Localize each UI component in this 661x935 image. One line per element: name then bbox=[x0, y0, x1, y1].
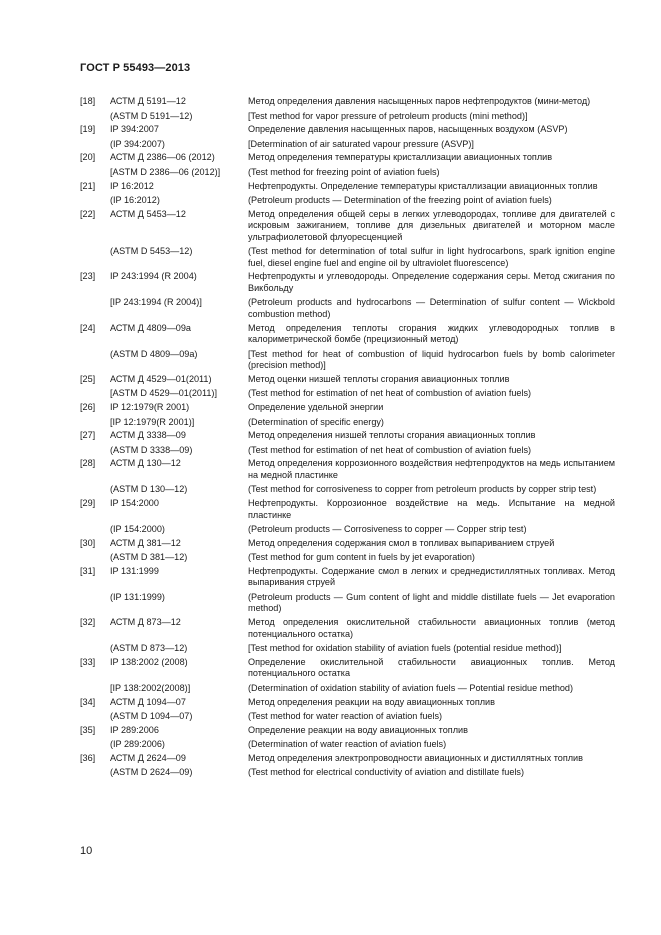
reference-code: АСТМ Д 5191—12 bbox=[110, 96, 186, 106]
reference-code: IP 138:2002 (2008) bbox=[110, 656, 188, 667]
reference-entry bbox=[80, 271, 615, 320]
reference-row-russian bbox=[80, 725, 615, 737]
reference-row-russian bbox=[80, 209, 615, 244]
reference-description: (Test method for freezing point of aviation fuels) bbox=[248, 166, 440, 177]
reference-code: (IP 289:2006) bbox=[110, 739, 165, 750]
reference-row-english bbox=[80, 552, 615, 564]
reference-description: [Test method for oxidation stability of aviation fuels (potential residue method)] bbox=[248, 643, 562, 654]
reference-row-russian bbox=[80, 96, 615, 108]
reference-code: АСТМ Д 4529—01(2011) bbox=[110, 373, 212, 384]
reference-row-english bbox=[80, 139, 615, 151]
reference-row-russian bbox=[80, 498, 615, 521]
reference-description: (Test method for electrical conductivity of aviation and distillate fuels) bbox=[248, 767, 524, 778]
reference-description: Метод определения электропроводности авиационных и дистиллятных топлив bbox=[248, 752, 583, 763]
reference-entry bbox=[80, 430, 615, 456]
reference-code: (ASTM D 5453—12) bbox=[110, 246, 193, 257]
reference-code: [IP 138:2002(2008)] bbox=[110, 682, 191, 693]
reference-description: Определение реакции на воду авиационных топлив bbox=[248, 724, 468, 735]
reference-number: [25] bbox=[80, 373, 96, 384]
reference-description: (Petroleum products and hydrocarbons — Determination of sulfur content — Wickbold combustion method) bbox=[248, 297, 615, 319]
reference-description: Метод определения температуры кристаллизации авиационных топлив bbox=[248, 152, 553, 163]
reference-code: (ASTM D 5191—12) bbox=[110, 110, 193, 121]
reference-description: Определение удельной энергии bbox=[248, 402, 384, 412]
reference-entry bbox=[80, 657, 615, 695]
reference-description: Нефтепродукты. Определение температуры кристаллизации авиационных топлив bbox=[248, 180, 598, 191]
reference-row-russian bbox=[80, 697, 615, 709]
reference-code: (ASTM D 4809—09a) bbox=[110, 348, 198, 359]
reference-row-russian bbox=[80, 617, 615, 640]
reference-code: (IP 16:2012) bbox=[110, 195, 160, 206]
reference-code: IP 154:2000 bbox=[110, 498, 159, 509]
reference-description: Метод определения коррозионного воздействия нефтепродуктов на медь испытанием на медной пластинке bbox=[248, 458, 615, 480]
reference-code: АСТМ Д 873—12 bbox=[110, 617, 181, 628]
reference-number: [27] bbox=[80, 430, 96, 441]
reference-row-russian bbox=[80, 402, 615, 414]
reference-entry bbox=[80, 374, 615, 400]
reference-description: [Test method for vapor pressure of petroleum products (mini method)] bbox=[248, 110, 528, 121]
reference-code: [IP 243:1994 (R 2004)] bbox=[110, 297, 202, 308]
reference-entry bbox=[80, 124, 615, 150]
reference-number: [20] bbox=[80, 152, 96, 163]
reference-code: IP 243:1994 (R 2004) bbox=[110, 271, 197, 282]
reference-entry bbox=[80, 402, 615, 428]
reference-row-english bbox=[80, 739, 615, 751]
reference-number: [23] bbox=[80, 271, 96, 282]
reference-description: (Test method for water reaction of aviation fuels) bbox=[248, 711, 443, 721]
reference-code: (IP 394:2007) bbox=[110, 138, 165, 149]
reference-row-english bbox=[80, 445, 615, 457]
reference-row-russian bbox=[80, 124, 615, 136]
reference-number: [33] bbox=[80, 656, 96, 667]
reference-description: (Petroleum products — Corrosiveness to copper — Copper strip test) bbox=[248, 524, 527, 535]
reference-entry bbox=[80, 498, 615, 536]
reference-row-russian bbox=[80, 374, 615, 386]
reference-description: (Petroleum products — Gum content of light and middle distillate fuels — Jet evaporation method) bbox=[248, 591, 615, 614]
reference-number: [22] bbox=[80, 208, 96, 219]
reference-row-russian bbox=[80, 657, 615, 680]
reference-number: [21] bbox=[80, 180, 96, 191]
reference-row-russian bbox=[80, 458, 615, 481]
page-number: 10 bbox=[80, 845, 93, 857]
reference-code: [IP 12:1979(R 2001)] bbox=[110, 416, 195, 427]
reference-code: АСТМ Д 5453—12 bbox=[110, 208, 186, 219]
reference-code: АСТМ Д 130—12 bbox=[110, 458, 181, 469]
reference-number: [30] bbox=[80, 537, 96, 548]
reference-number: [18] bbox=[80, 96, 96, 106]
reference-row-russian bbox=[80, 753, 615, 765]
reference-description: [Test method for heat of combustion of liquid hydrocarbon fuels by bomb calorimeter (precision method)] bbox=[248, 348, 615, 371]
reference-description: (Test method for estimation of net heat of combustion of aviation fuels) bbox=[248, 444, 532, 455]
reference-description: (Determination of specific energy) bbox=[248, 416, 384, 427]
reference-code: АСТМ Д 4809—09а bbox=[110, 322, 191, 333]
reference-code: (ASTM D 873—12) bbox=[110, 643, 188, 654]
reference-entry bbox=[80, 725, 615, 751]
reference-code: (ASTM D 3338—09) bbox=[110, 444, 193, 455]
reference-number: [35] bbox=[80, 724, 96, 735]
reference-row-english bbox=[80, 111, 615, 123]
reference-row-english bbox=[80, 592, 615, 615]
reference-code: АСТМ Д 2624—09 bbox=[110, 752, 186, 763]
reference-row-russian bbox=[80, 566, 615, 589]
reference-code: АСТМ Д 381—12 bbox=[110, 537, 181, 548]
reference-number: [31] bbox=[80, 565, 96, 576]
reference-description: Определение давления насыщенных паров, насыщенных воздухом (ASVP) bbox=[248, 124, 568, 135]
reference-code: (ASTM D 1094—07) bbox=[110, 711, 193, 721]
reference-description: Определение окислительной стабильности авиационных топлив. Метод потенциального остатка bbox=[248, 656, 615, 679]
reference-description: (Test method for estimation of net heat of combustion of aviation fuels) bbox=[248, 388, 532, 399]
reference-code: (ASTM D 130—12) bbox=[110, 484, 188, 495]
reference-entry bbox=[80, 538, 615, 564]
reference-entry bbox=[80, 697, 615, 723]
reference-entry bbox=[80, 458, 615, 496]
reference-row-english bbox=[80, 349, 615, 372]
reference-number: [24] bbox=[80, 322, 96, 333]
reference-entry bbox=[80, 152, 615, 178]
reference-entry bbox=[80, 617, 615, 655]
reference-row-english bbox=[80, 195, 615, 207]
reference-row-russian bbox=[80, 152, 615, 164]
reference-row-english bbox=[80, 484, 615, 496]
reference-code: (ASTM D 2624—09) bbox=[110, 767, 193, 778]
reference-code: (ASTM D 381—12) bbox=[110, 552, 188, 563]
reference-number: [19] bbox=[80, 124, 96, 135]
reference-code: [ASTM D 2386—06 (2012)] bbox=[110, 166, 221, 177]
reference-description: Метод определения теплоты сгорания жидких углеводородных топлив в калориметрической бомбе (прецизионный метод) bbox=[248, 322, 615, 345]
reference-number: [32] bbox=[80, 617, 96, 628]
reference-row-english bbox=[80, 524, 615, 536]
reference-row-russian bbox=[80, 271, 615, 294]
reference-row-english bbox=[80, 767, 615, 779]
reference-description: Метод определения низшей теплоты сгорания авиационных топлив bbox=[248, 430, 536, 441]
reference-description: Метод определения давления насыщенных паров нефтепродуктов (мини-метод) bbox=[248, 96, 591, 106]
reference-code: АСТМ Д 2386—06 (2012) bbox=[110, 152, 215, 163]
reference-row-russian bbox=[80, 538, 615, 550]
reference-code: (IP 131:1999) bbox=[110, 591, 165, 602]
reference-description: Нефтепродукты и углеводороды. Определение содержания серы. Метод сжигания по Викбольду bbox=[248, 271, 615, 293]
reference-description: (Test method for corrosiveness to copper from petroleum products by copper strip test) bbox=[248, 484, 597, 495]
reference-description: (Test method for determination of total sulfur in light hydrocarbons, spark ignition engine fuel, diesel engine fuel and engine oil by ultraviolet fluorescence) bbox=[248, 246, 615, 268]
reference-description: Метод определения реакции на воду авиационных топлив bbox=[248, 696, 495, 707]
reference-description: Метод определения окислительной стабильности авиационных топлив (метод потенциального остатка) bbox=[248, 617, 615, 639]
reference-description: Метод определения содержания смол в топливах выпариванием струей bbox=[248, 537, 555, 548]
reference-row-russian bbox=[80, 181, 615, 193]
reference-row-english bbox=[80, 643, 615, 655]
reference-code: IP 394:2007 bbox=[110, 124, 159, 135]
reference-code: IP 131:1999 bbox=[110, 565, 159, 576]
reference-row-english bbox=[80, 246, 615, 269]
reference-entry bbox=[80, 566, 615, 615]
reference-description: Метод определения общей серы в легких углеводородах, топливе для двигателей с искровым зажиганием, топливе для дизельных двигателей и моторном масле ультрафиолетовой флуоресценцией bbox=[248, 208, 615, 242]
reference-code: АСТМ Д 1094—07 bbox=[110, 696, 186, 707]
reference-description: [Determination of air saturated vapour pressure (ASVP)] bbox=[248, 138, 474, 149]
reference-code: [ASTM D 4529—01(2011)] bbox=[110, 388, 217, 399]
reference-row-english bbox=[80, 417, 615, 429]
reference-entry bbox=[80, 753, 615, 779]
reference-description: (Test method for gum content in fuels by jet evaporation) bbox=[248, 552, 475, 563]
reference-number: [28] bbox=[80, 458, 96, 469]
reference-description: Метод оценки низшей теплоты сгорания авиационных топлив bbox=[248, 373, 510, 384]
reference-number: [26] bbox=[80, 402, 96, 412]
reference-row-english bbox=[80, 167, 615, 179]
references-list bbox=[80, 96, 615, 781]
reference-description: (Petroleum products — Determination of the freezing point of aviation fuels) bbox=[248, 195, 552, 206]
reference-number: [36] bbox=[80, 752, 96, 763]
reference-code: IP 12:1979(R 2001) bbox=[110, 402, 190, 412]
reference-description: Нефтепродукты. Содержание смол в легких и среднедистиллятных топливах. Метод выпаривания струей bbox=[248, 565, 615, 588]
reference-code: IP 289:2006 bbox=[110, 724, 159, 735]
reference-entry bbox=[80, 323, 615, 372]
page-header: ГОСТ Р 55493—2013 bbox=[80, 62, 191, 74]
reference-entry bbox=[80, 96, 615, 122]
reference-row-english bbox=[80, 711, 615, 723]
reference-code: (IP 154:2000) bbox=[110, 524, 165, 535]
reference-description: (Determination of oxidation stability of aviation fuels — Potential residue method) bbox=[248, 682, 574, 693]
reference-description: (Determination of water reaction of aviation fuels) bbox=[248, 739, 447, 750]
reference-row-english bbox=[80, 683, 615, 695]
reference-number: [29] bbox=[80, 498, 96, 509]
reference-entry bbox=[80, 209, 615, 270]
reference-row-russian bbox=[80, 430, 615, 442]
reference-row-english bbox=[80, 388, 615, 400]
reference-row-russian bbox=[80, 323, 615, 346]
reference-row-english bbox=[80, 297, 615, 320]
reference-description: Нефтепродукты. Коррозионное воздействие на медь. Испытание на медной пластинке bbox=[248, 498, 615, 520]
reference-code: АСТМ Д 3338—09 bbox=[110, 430, 186, 441]
reference-number: [34] bbox=[80, 696, 96, 707]
reference-entry bbox=[80, 181, 615, 207]
reference-code: IP 16:2012 bbox=[110, 180, 154, 191]
